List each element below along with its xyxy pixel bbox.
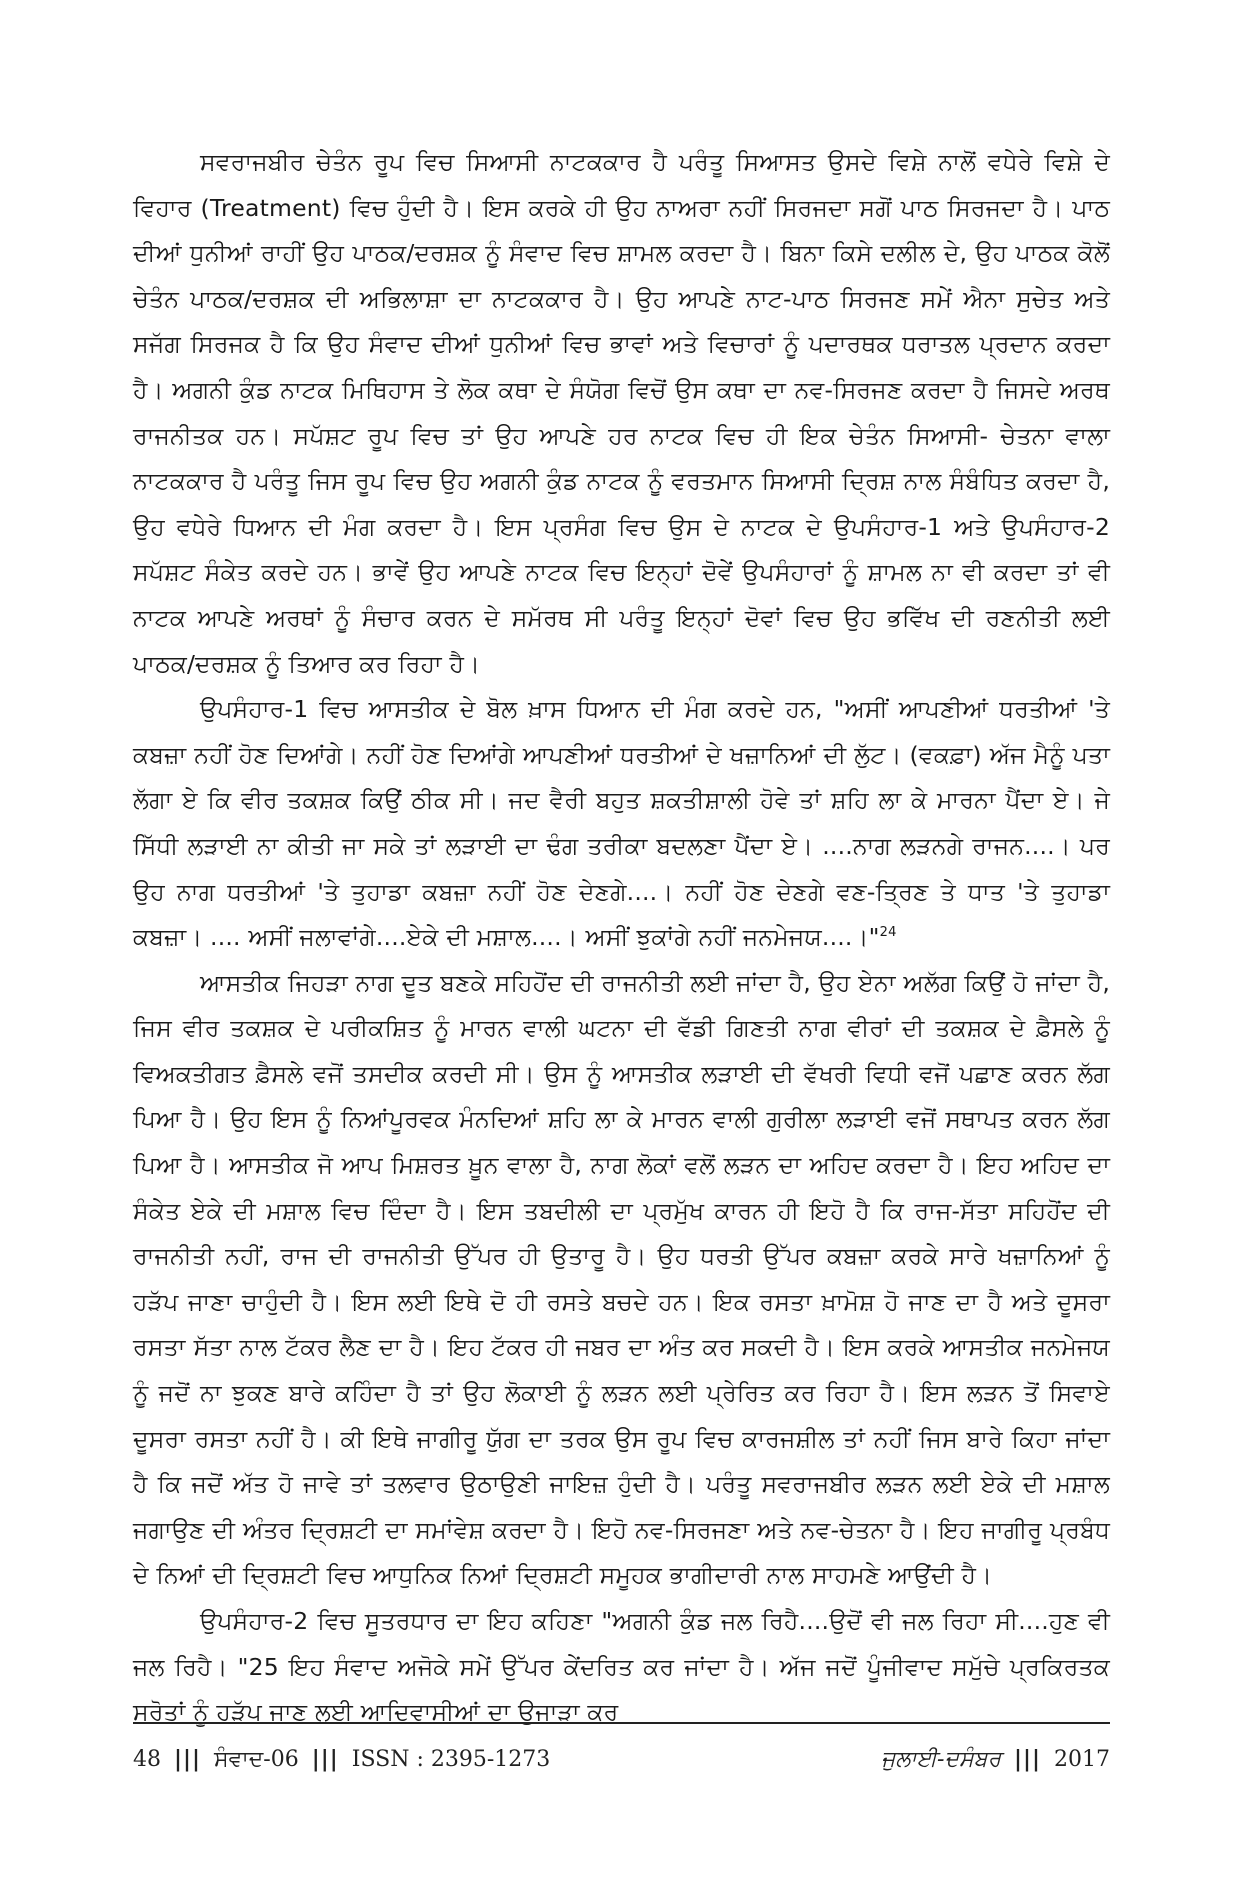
footer-divider	[133, 1722, 1110, 1724]
footer-right	[881, 1746, 1110, 1772]
paragraph-text: ਸਵਰਾਜਬੀਰ ਚੇਤੰਨ ਰੂਪ ਵਿਚ ਸਿਆਸੀ ਨਾਟਕਕਾਰ ਹੈ ਪਰੰਤੂ ਸਿਆਸਤ ਉਸਦੇ ਵਿਸ਼ੇ ਨਾਲੋਂ ਵਧੇਰੇ ਵਿਸ਼ੇ ਦੇ ਵਿਹਾਰ (Treatment) ਵਿਚ ਹੁੰਦੀ ਹੈ। ਇਸ ਕਰਕੇ ਹੀ ਉਹ ਨਾਅਰਾ ਨਹੀਂ ਸਿਰਜਦਾ ਸਗੋਂ ਪਾਠ ਸਿਰਜਦਾ ਹੈ। ਪਾਠ ਦੀਆਂ ਧੁਨੀਆਂ ਰਾਹੀਂ ਉਹ ਪਾਠਕ/ਦਰਸ਼ਕ ਨੂੰ ਸੰਵਾਦ ਵਿਚ ਸ਼ਾਮਲ ਕਰਦਾ ਹੈ। ਬਿਨਾ ਕਿਸੇ ਦਲੀਲ ਦੇ, ਉਹ ਪਾਠਕ ਕੋਲੋਂ ਚੇਤੰਨ ਪਾਠਕ/ਦਰਸ਼ਕ ਦੀ ਅਭਿਲਾਸ਼ਾ ਦਾ ਨਾਟਕਕਾਰ ਹੈ। ਉਹ ਆਪਣੇ ਨਾਟ-ਪਾਠ ਸਿਰਜਣ ਸਮੇਂ ਐਨਾ ਸੁਚੇਤ ਅਤੇ ਸਜੱਗ ਸਿਰਜਕ ਹੈ ਕਿ ਉਹ ਸੰਵਾਦ ਦੀਆਂ ਧੁਨੀਆਂ ਵਿਚ ਭਾਵਾਂ ਅਤੇ ਵਿਚਾਰਾਂ ਨੂੰ ਪਦਾਰਥਕ ਧਰਾਤਲ ਪ੍ਰਦਾਨ ਕਰਦਾ ਹੈ। ਅਗਨੀ ਕੁੰਡ ਨਾਟਕ ਮਿਥਿਹਾਸ ਤੇ ਲੋਕ ਕਥਾ ਦੇ ਸੰਯੋਗ ਵਿਚੋਂ ਉਸ ਕਥਾ ਦਾ ਨਵ-ਸਿਰਜਣ ਕਰਦਾ ਹੈ ਜਿਸਦੇ ਅਰਥ ਰਾਜਨੀਤਕ ਹਨ। ਸਪੱਸ਼ਟ ਰੂਪ ਵਿਚ ਤਾਂ ਉਹ ਆਪਣੇ ਹਰ ਨਾਟਕ ਵਿਚ ਹੀ ਇਕ ਚੇਤੰਨ ਸਿਆਸੀ- ਚੇਤਨਾ ਵਾਲਾ ਨਾਟਕਕਾਰ ਹੈ ਪਰੰਤੂ ਜਿਸ ਰੂਪ ਵਿਚ ਉਹ ਅਗਨੀ ਕੁੰਡ ਨਾਟਕ ਨੂੰ ਵਰਤਮਾਨ ਸਿਆਸੀ ਦ੍ਰਿਸ਼ ਨਾਲ ਸੰਬੰਧਿਤ ਕਰਦਾ ਹੈ, ਉਹ ਵਧੇਰੇ ਧਿਆਨ ਦੀ ਮੰਗ ਕਰਦਾ ਹੈ। ਇਸ ਪ੍ਰਸੰਗ ਵਿਚ ਉਸ ਦੇ ਨਾਟਕ ਦੇ ਉਪਸੰਹਾਰ-1 ਅਤੇ ਉਪਸੰਹਾਰ-2 ਸਪੱਸ਼ਟ ਸੰਕੇਤ ਕਰਦੇ ਹਨ। ਭਾਵੇਂ ਉਹ ਆਪਣੇ ਨਾਟਕ ਵਿਚ ਇਨ੍ਹਾਂ ਦੋਵੇਂ ਉਪਸੰਹਾਰਾਂ ਨੂੰ ਸ਼ਾਮਲ ਨਾ ਵੀ ਕਰਦਾ ਤਾਂ ਵੀ ਨਾਟਕ ਆਪਣੇ ਅਰਥਾਂ ਨੂੰ ਸੰਚਾਰ ਕਰਨ ਦੇ ਸਮੱਰਥ ਸੀ ਪਰੰਤੂ ਇਨ੍ਹਾਂ ਦੋਵਾਂ ਵਿਚ ਉਹ ਭਵਿੱਖ ਦੀ ਰਣਨੀਤੀ ਲਈ ਪਾਠਕ/ਦਰਸ਼ਕ ਨੂੰ ਤਿਆਰ ਕਰ ਰਿਹਾ ਹੈ।	[133, 148, 1110, 678]
issue-period: ਜੁਲਾਈ-ਦਸੰਬਰ	[881, 1747, 1001, 1772]
footer-separator: |||	[1013, 1746, 1041, 1772]
footer-separator: |||	[311, 1746, 339, 1772]
page-number: 48	[133, 1747, 161, 1772]
issue-year: 2017	[1054, 1747, 1110, 1772]
footnote-ref-24: 24	[879, 925, 897, 941]
paragraph-text: ਉਪਸੰਹਾਰ-1 ਵਿਚ ਆਸਤੀਕ ਦੇ ਬੋਲ ਖ਼ਾਸ ਧਿਆਨ ਦੀ ਮੰਗ ਕਰਦੇ ਹਨ, "ਅਸੀਂ ਆਪਣੀਆਂ ਧਰਤੀਆਂ 'ਤੇ ਕਬਜ਼ਾ ਨਹੀਂ ਹੋਣ ਦਿਆਂਗੇ। ਨਹੀਂ ਹੋਣ ਦਿਆਂਗੇ ਆਪਣੀਆਂ ਧਰਤੀਆਂ ਦੇ ਖਜ਼ਾਨਿਆਂ ਦੀ ਲੁੱਟ। (ਵਕਫ਼ਾ) ਅੱਜ ਮੈਨੂੰ ਪਤਾ ਲੱਗਾ ਏ ਕਿ ਵੀਰ ਤਕਸ਼ਕ ਕਿਉਂ ਠੀਕ ਸੀ। ਜਦ ਵੈਰੀ ਬਹੁਤ ਸ਼ਕਤੀਸ਼ਾਲੀ ਹੋਵੇ ਤਾਂ ਸ਼ਹਿ ਲਾ ਕੇ ਮਾਰਨਾ ਪੈਂਦਾ ਏ। ਜੇ ਸਿੱਧੀ ਲੜਾਈ ਨਾ ਕੀਤੀ ਜਾ ਸਕੇ ਤਾਂ ਲੜਾਈ ਦਾ ਢੰਗ ਤਰੀਕਾ ਬਦਲਣਾ ਪੈਂਦਾ ਏ। ....ਨਾਗ ਲੜਨਗੇ ਰਾਜਨ....। ਪਰ ਉਹ ਨਾਗ ਧਰਤੀਆਂ 'ਤੇ ਤੁਹਾਡਾ ਕਬਜ਼ਾ ਨਹੀਂ ਹੋਣ ਦੇਣਗੇ....। ਨਹੀਂ ਹੋਣ ਦੇਣਗੇ ਵਣ-ਤ੍ਰਿਣ ਤੇ ਧਾਤ 'ਤੇ ਤੁਹਾਡਾ ਕਬਜ਼ਾ। .... ਅਸੀਂ ਜਲਾਵਾਂਗੇ....ਏਕੇ ਦੀ ਮਸ਼ਾਲ....। ਅਸੀਂ ਝੁਕਾਂਗੇ ਨਹੀਂ ਜਨਮੇਜਯ....।"	[133, 695, 1110, 952]
paragraph-4	[133, 1599, 1110, 1736]
journal-name: ਸੰਵਾਦ-06	[214, 1747, 299, 1772]
page-footer	[133, 1740, 1110, 1780]
article-body	[133, 140, 1110, 1736]
paragraph-text: ਉਪਸੰਹਾਰ-2 ਵਿਚ ਸੂਤਰਧਾਰ ਦਾ ਇਹ ਕਹਿਣਾ "ਅਗਨੀ ਕੁੰਡ ਜਲ ਰਿਹੈ....ਉਦੋਂ ਵੀ ਜਲ ਰਿਹਾ ਸੀ....ਹੁਣ ਵੀ ਜਲ ਰਿਹੈ। "25 ਇਹ ਸੰਵਾਦ ਅਜੋਕੇ ਸਮੇਂ ਉੱਪਰ ਕੇਂਦਰਿਤ ਕਰ ਜਾਂਦਾ ਹੈ। ਅੱਜ ਜਦੋਂ ਪੂੰਜੀਵਾਦ ਸਮੁੱਚੇ ਪ੍ਰਕਿਰਤਕ ਸਰੋਤਾਂ ਨੂੰ ਹੜੱਪ ਜਾਣ ਲਈ ਆਦਿਵਾਸੀਆਂ ਦਾ ਉਜਾੜਾ ਕਰ	[133, 1607, 1110, 1727]
footer-left	[133, 1746, 550, 1772]
paragraph-text: ਆਸਤੀਕ ਜਿਹੜਾ ਨਾਗ ਦੂਤ ਬਣਕੇ ਸਹਿਹੋਂਦ ਦੀ ਰਾਜਨੀਤੀ ਲਈ ਜਾਂਦਾ ਹੈ, ਉਹ ਏਨਾ ਅਲੱਗ ਕਿਉਂ ਹੋ ਜਾਂਦਾ ਹੈ, ਜਿਸ ਵੀਰ ਤਕਸ਼ਕ ਦੇ ਪਰੀਕਸ਼ਿਤ ਨੂੰ ਮਾਰਨ ਵਾਲੀ ਘਟਨਾ ਦੀ ਵੱਡੀ ਗਿਣਤੀ ਨਾਗ ਵੀਰਾਂ ਦੀ ਤਕਸ਼ਕ ਦੇ ਫ਼ੈਸਲੇ ਨੂੰ ਵਿਅਕਤੀਗਤ ਫ਼ੈਸਲੇ ਵਜੋਂ ਤਸਦੀਕ ਕਰਦੀ ਸੀ। ਉਸ ਨੂੰ ਆਸਤੀਕ ਲੜਾਈ ਦੀ ਵੱਖਰੀ ਵਿਧੀ ਵਜੋਂ ਪਛਾਣ ਕਰਨ ਲੱਗ ਪਿਆ ਹੈ। ਉਹ ਇਸ ਨੂੰ ਨਿਆਂਪੂਰਵਕ ਮੰਨਦਿਆਂ ਸ਼ਹਿ ਲਾ ਕੇ ਮਾਰਨ ਵਾਲੀ ਗੁਰੀਲਾ ਲੜਾਈ ਵਜੋਂ ਸਥਾਪਤ ਕਰਨ ਲੱਗ ਪਿਆ ਹੈ। ਆਸਤੀਕ ਜੋ ਆਪ ਮਿਸ਼ਰਤ ਖ਼ੂਨ ਵਾਲਾ ਹੈ, ਨਾਗ ਲੋਕਾਂ ਵਲੋਂ ਲੜਨ ਦਾ ਅਹਿਦ ਕਰਦਾ ਹੈ। ਇਹ ਅਹਿਦ ਦਾ ਸੰਕੇਤ ਏਕੇ ਦੀ ਮਸ਼ਾਲ ਵਿਚ ਦਿੰਦਾ ਹੈ। ਇਸ ਤਬਦੀਲੀ ਦਾ ਪ੍ਰਮੁੱਖ ਕਾਰਨ ਹੀ ਇਹੋ ਹੈ ਕਿ ਰਾਜ-ਸੱਤਾ ਸਹਿਹੋਂਦ ਦੀ ਰਾਜਨੀਤੀ ਨਹੀਂ, ਰਾਜ ਦੀ ਰਾਜਨੀਤੀ ਉੱਪਰ ਹੀ ਉਤਾਰੂ ਹੈ। ਉਹ ਧਰਤੀ ਉੱਪਰ ਕਬਜ਼ਾ ਕਰਕੇ ਸਾਰੇ ਖਜ਼ਾਨਿਆਂ ਨੂੰ ਹੜੱਪ ਜਾਣਾ ਚਾਹੁੰਦੀ ਹੈ। ਇਸ ਲਈ ਇਥੇ ਦੋ ਹੀ ਰਸਤੇ ਬਚਦੇ ਹਨ। ਇਕ ਰਸਤਾ ਖ਼ਾਮੋਸ਼ ਹੋ ਜਾਣ ਦਾ ਹੈ ਅਤੇ ਦੂਸਰਾ ਰਸਤਾ ਸੱਤਾ ਨਾਲ ਟੱਕਰ ਲੈਣ ਦਾ ਹੈ। ਇਹ ਟੱਕਰ ਹੀ ਜਬਰ ਦਾ ਅੰਤ ਕਰ ਸਕਦੀ ਹੈ। ਇਸ ਕਰਕੇ ਆਸਤੀਕ ਜਨਮੇਜਯ ਨੂੰ ਜਦੋਂ ਨਾ ਝੁਕਣ ਬਾਰੇ ਕਹਿੰਦਾ ਹੈ ਤਾਂ ਉਹ ਲੋਕਾਈ ਨੂੰ ਲੜਨ ਲਈ ਪ੍ਰੇਰਿਤ ਕਰ ਰਿਹਾ ਹੈ। ਇਸ ਲੜਨ ਤੋਂ ਸਿਵਾਏ ਦੂਸਰਾ ਰਸਤਾ ਨਹੀਂ ਹੈ। ਕੀ ਇਥੇ ਜਾਗੀਰੂ ਯੁੱਗ ਦਾ ਤਰਕ ਉਸ ਰੂਪ ਵਿਚ ਕਾਰਜਸ਼ੀਲ ਤਾਂ ਨਹੀਂ ਜਿਸ ਬਾਰੇ ਕਿਹਾ ਜਾਂਦਾ ਹੈ ਕਿ ਜਦੋਂ ਅੱਤ ਹੋ ਜਾਵੇ ਤਾਂ ਤਲਵਾਰ ਉਠਾਉਣੀ ਜਾਇਜ਼ ਹੁੰਦੀ ਹੈ। ਪਰੰਤੂ ਸਵਰਾਜਬੀਰ ਲੜਨ ਲਈ ਏਕੇ ਦੀ ਮਸ਼ਾਲ ਜਗਾਉਣ ਦੀ ਅੰਤਰ ਦ੍ਰਿਸ਼ਟੀ ਦਾ ਸਮਾਂਵੇਸ਼ ਕਰਦਾ ਹੈ। ਇਹੋ ਨਵ-ਸਿਰਜਣਾ ਅਤੇ ਨਵ-ਚੇਤਨਾ ਹੈ। ਇਹ ਜਾਗੀਰੂ ਪ੍ਰਬੰਧ ਦੇ ਨਿਆਂ ਦੀ ਦ੍ਰਿਸ਼ਟੀ ਵਿਚ ਆਧੁਨਿਕ ਨਿਆਂ ਦ੍ਰਿਸ਼ਟੀ ਸਮੂਹਕ ਭਾਗੀਦਾਰੀ ਨਾਲ ਸਾਹਮਣੇ ਆਉਂਦੀ ਹੈ।	[133, 968, 1110, 1590]
footer-separator: |||	[174, 1746, 202, 1772]
paragraph-2	[133, 687, 1110, 961]
paragraph-3	[133, 961, 1110, 1599]
paragraph-1	[133, 140, 1110, 687]
issn: ISSN : 2395-1273	[351, 1747, 551, 1772]
